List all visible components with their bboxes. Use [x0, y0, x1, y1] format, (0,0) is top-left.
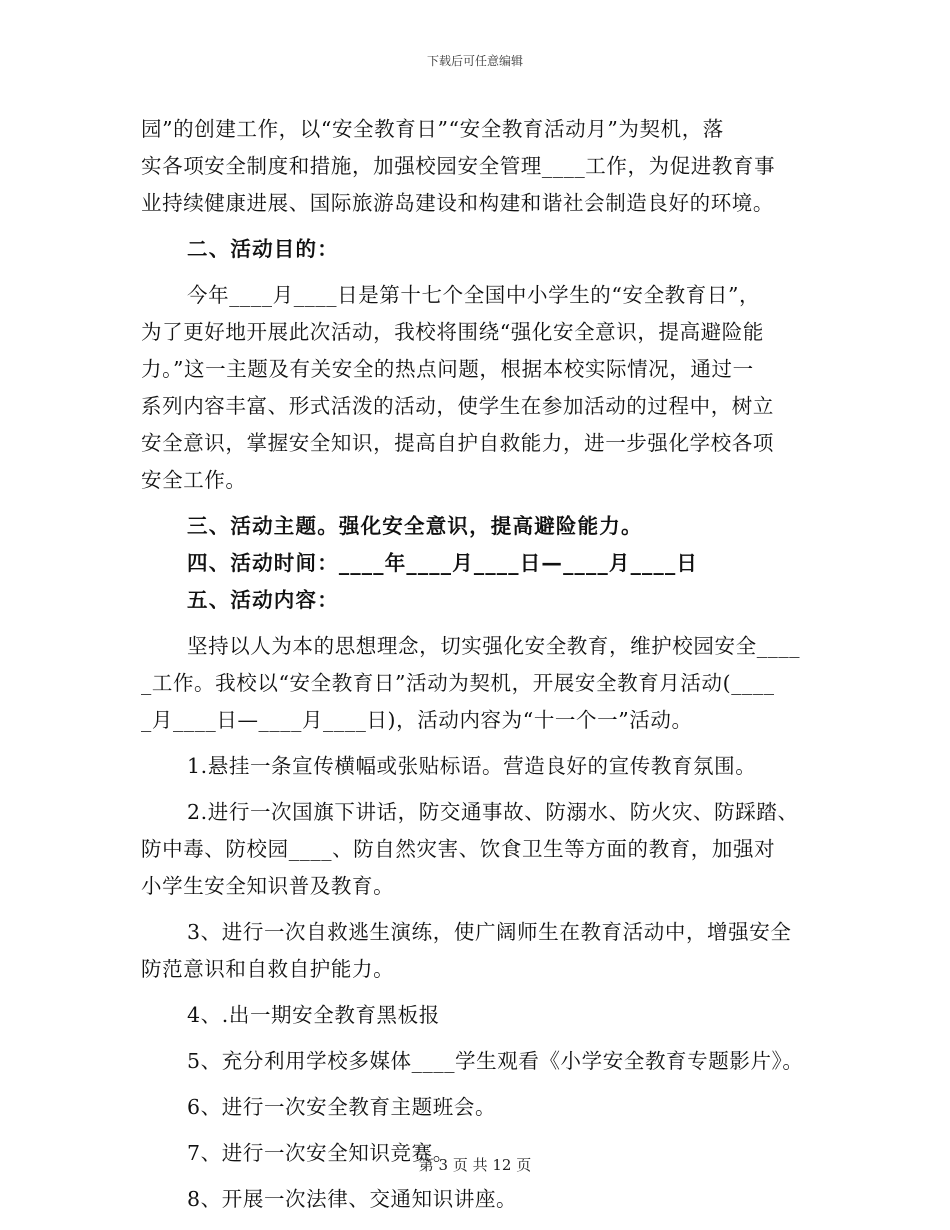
paragraph-line: 7、进行一次安全知识竞赛。: [187, 1141, 454, 1165]
paragraph-gap: [141, 268, 821, 277]
paragraph-gap: [141, 905, 821, 914]
paragraph-line: _工作。我校以“安全教育日”活动为契机，开展安全教育月活动(____: [141, 671, 775, 695]
page-number: 第 3 页 共 12 页: [418, 1156, 532, 1174]
paragraph-gap: [141, 1126, 821, 1135]
paragraph-line: 业持续健康进展、国际旅游岛建设和构建和谐社会制造良好的环境。: [141, 191, 774, 215]
paragraph-gap: [141, 619, 821, 628]
paragraph-line: 4、.出一期安全教育黑板报: [187, 1003, 440, 1027]
paragraph-line: 5、充分利用学校多媒体____学生观看《小学安全教育专题影片》。: [187, 1049, 804, 1073]
paragraph-line: 今年____月____日是第十七个全国中小学生的“安全教育日”，: [187, 283, 761, 307]
paragraph-line: 2.进行一次国旗下讲话，防交通事故、防溺水、防火灾、防踩踏、: [187, 800, 799, 824]
paragraph-line: 防中毒、防校园____、防自然灾害、饮食卫生等方面的教育，加强对: [141, 837, 776, 861]
paragraph-gap: [141, 739, 821, 748]
paragraph-gap: [141, 1034, 821, 1043]
document-body: [141, 111, 821, 1218]
paragraph-line: 8、开展一次法律、交通知识讲座。: [187, 1187, 518, 1211]
paragraph-line: 实各项安全制度和措施，加强校园安全管理____工作，为促进教育事: [141, 154, 776, 178]
paragraph-line: _月____日—____月____日)，活动内容为“十一个一”活动。: [141, 708, 693, 732]
paragraph-gap: [141, 785, 821, 794]
paragraph-line: 为了更好地开展此次活动，我校将围绕“强化安全意识，提高避险能: [141, 320, 764, 344]
paragraph-gap: [141, 1080, 821, 1089]
paragraph-line: 6、进行一次安全教育主题班会。: [187, 1095, 497, 1119]
section-heading: 四、活动时间：____年____月____日—____月____日: [187, 551, 699, 575]
section-heading: 二、活动目的：: [187, 237, 339, 261]
section-heading: 五、活动内容：: [187, 588, 339, 612]
paragraph-line: 3、进行一次自救逃生演练，使广阔师生在教育活动中，增强安全: [187, 920, 792, 944]
paragraph-line: 防范意识和自救自护能力。: [141, 957, 395, 981]
paragraph-line: 安全意识，掌握安全知识，提高自护自救能力，进一步强化学校各项: [141, 431, 774, 455]
paragraph-gap: [141, 499, 821, 508]
paragraph-line: 力。”这一主题及有关安全的热点问题，根据本校实际情况，通过一: [141, 357, 754, 381]
paragraph-line: 园”的创建工作，以“安全教育日”“安全教育活动月”为契机，落: [141, 117, 724, 141]
paragraph-line: 系列内容丰富、形式活泼的活动，使学生在参加活动的过程中，树立: [141, 394, 774, 418]
paragraph-line: 小学生安全知识普及教育。: [141, 874, 395, 898]
paragraph-gap: [141, 988, 821, 997]
header-note: 下载后可任意编辑: [426, 54, 523, 68]
paragraph-line: 1.悬挂一条宣传横幅或张贴标语。营造良好的宣传教育氛围。: [187, 754, 757, 778]
section-heading: 三、活动主题。强化安全意识，提高避险能力。: [187, 514, 643, 538]
paragraph-line: 坚持以人为本的思想理念，切实强化安全教育，维护校园安全____: [187, 634, 801, 658]
paragraph-line: 安全工作。: [141, 468, 247, 492]
paragraph-gap: [141, 222, 821, 231]
